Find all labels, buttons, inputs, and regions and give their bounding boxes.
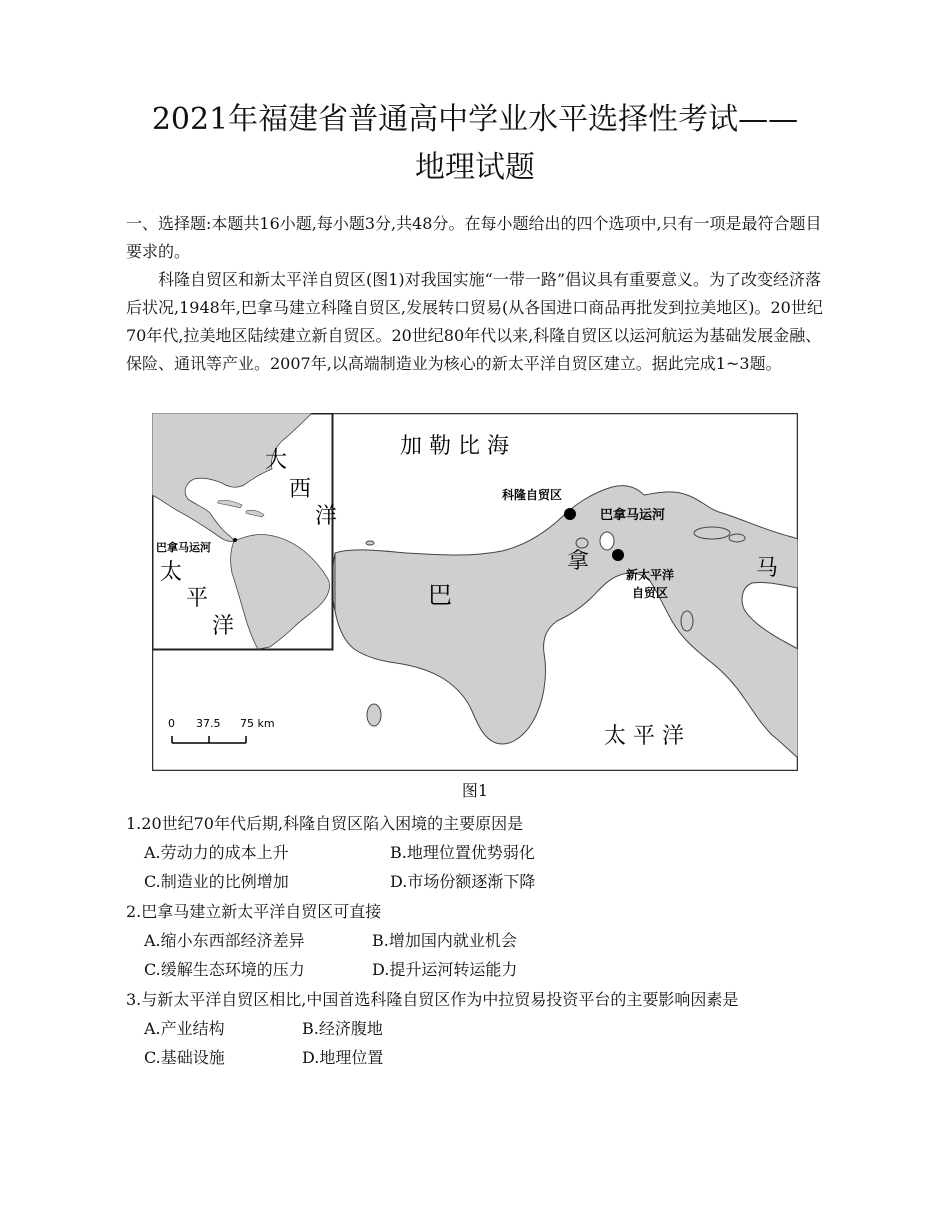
island [729,534,745,542]
island [367,704,381,726]
question-2-stem: 2.巴拿马建立新太平洋自贸区可直接 [126,902,382,921]
label-new-pacific-1: 新太平洋 [626,568,675,582]
q1-option-b: B.地理位置优势弱化 [390,843,535,862]
inset-canal-marker [233,538,237,542]
section-header: 一、选择题:本题共16小题,每小题3分,共48分。在每小题给出的四个选项中,只有一项是最符合题目要求的。 [126,214,822,261]
label-na: 拿 [567,549,590,574]
map-figure [152,413,798,771]
q1-option-a: A.劳动力的成本上升 [144,843,289,862]
inset-label-atlantic-2: 西 [289,477,312,502]
label-colon-ftz: 科隆自贸区 [502,488,563,502]
new-pacific-marker [612,549,624,561]
island [366,541,374,545]
label-pacific: 太 平 洋 [604,724,684,749]
passage: 科隆自贸区和新太平洋自贸区(图1)对我国实施“一带一路”倡议具有重要意义。为了改变经济落后状况,1948年,巴拿马建立科隆自贸区,发展转口贸易(从各国进口商品再批发到拉美地区)。20世纪70年代,拉美地区陆续建立新自贸区。20世纪80年代以来,科隆自贸区以运河航运为基础发展金融、保险、通讯等产业。2007年,以高端制造业为核心的新太平洋自贸区建立。据此完成1~3题。 [126,270,823,373]
q2-option-b: B.增加国内就业机会 [372,931,517,950]
inset-label-atlantic-1: 大 [265,448,288,473]
page-title-line2: 地理试题 [415,150,535,185]
island [576,538,588,548]
label-new-pacific-2: 自贸区 [632,586,669,600]
scale-mid: 37.5 [196,717,221,730]
question-1-stem: 1.20世纪70年代后期,科隆自贸区陷入困境的主要原因是 [126,814,524,833]
q3-option-a: A.产业结构 [144,1019,225,1038]
label-canal: 巴拿马运河 [600,508,666,523]
figure-caption: 图1 [461,781,489,800]
q1-option-d: D.市场份额逐渐下降 [390,872,536,891]
scale-end: 75 km [240,717,275,730]
inset-label-pacific-2: 平 [186,586,209,611]
island [600,532,614,550]
q2-option-d: D.提升运河转运能力 [372,960,518,979]
q2-option-a: A.缩小东西部经济差异 [144,931,305,950]
inset-label-pacific-1: 太 [160,560,183,585]
q1-option-c: C.制造业的比例增加 [144,872,289,891]
page-title-line1: 2021年福建省普通高中学业水平选择性考试—— [151,102,799,137]
label-caribbean: 加 勒 比 海 [400,434,509,459]
label-ma: 马 [756,556,779,581]
colon-marker [564,508,576,520]
scale-zero: 0 [168,717,175,730]
q3-option-c: C.基础设施 [144,1048,225,1067]
inset-label-pacific-3: 洋 [212,614,235,639]
q3-option-b: B.经济腹地 [302,1019,383,1038]
label-pa: 巴 [428,581,452,609]
inset-label-canal: 巴拿马运河 [156,541,211,554]
q2-option-c: C.缓解生态环境的压力 [144,960,305,979]
inset-label-atlantic-3: 洋 [315,504,338,529]
island [694,527,730,539]
island [681,611,693,631]
q3-option-d: D.地理位置 [302,1048,384,1067]
question-3-stem: 3.与新太平洋自贸区相比,中国首选科隆自贸区作为中拉贸易投资平台的主要影响因素是 [126,990,739,1009]
